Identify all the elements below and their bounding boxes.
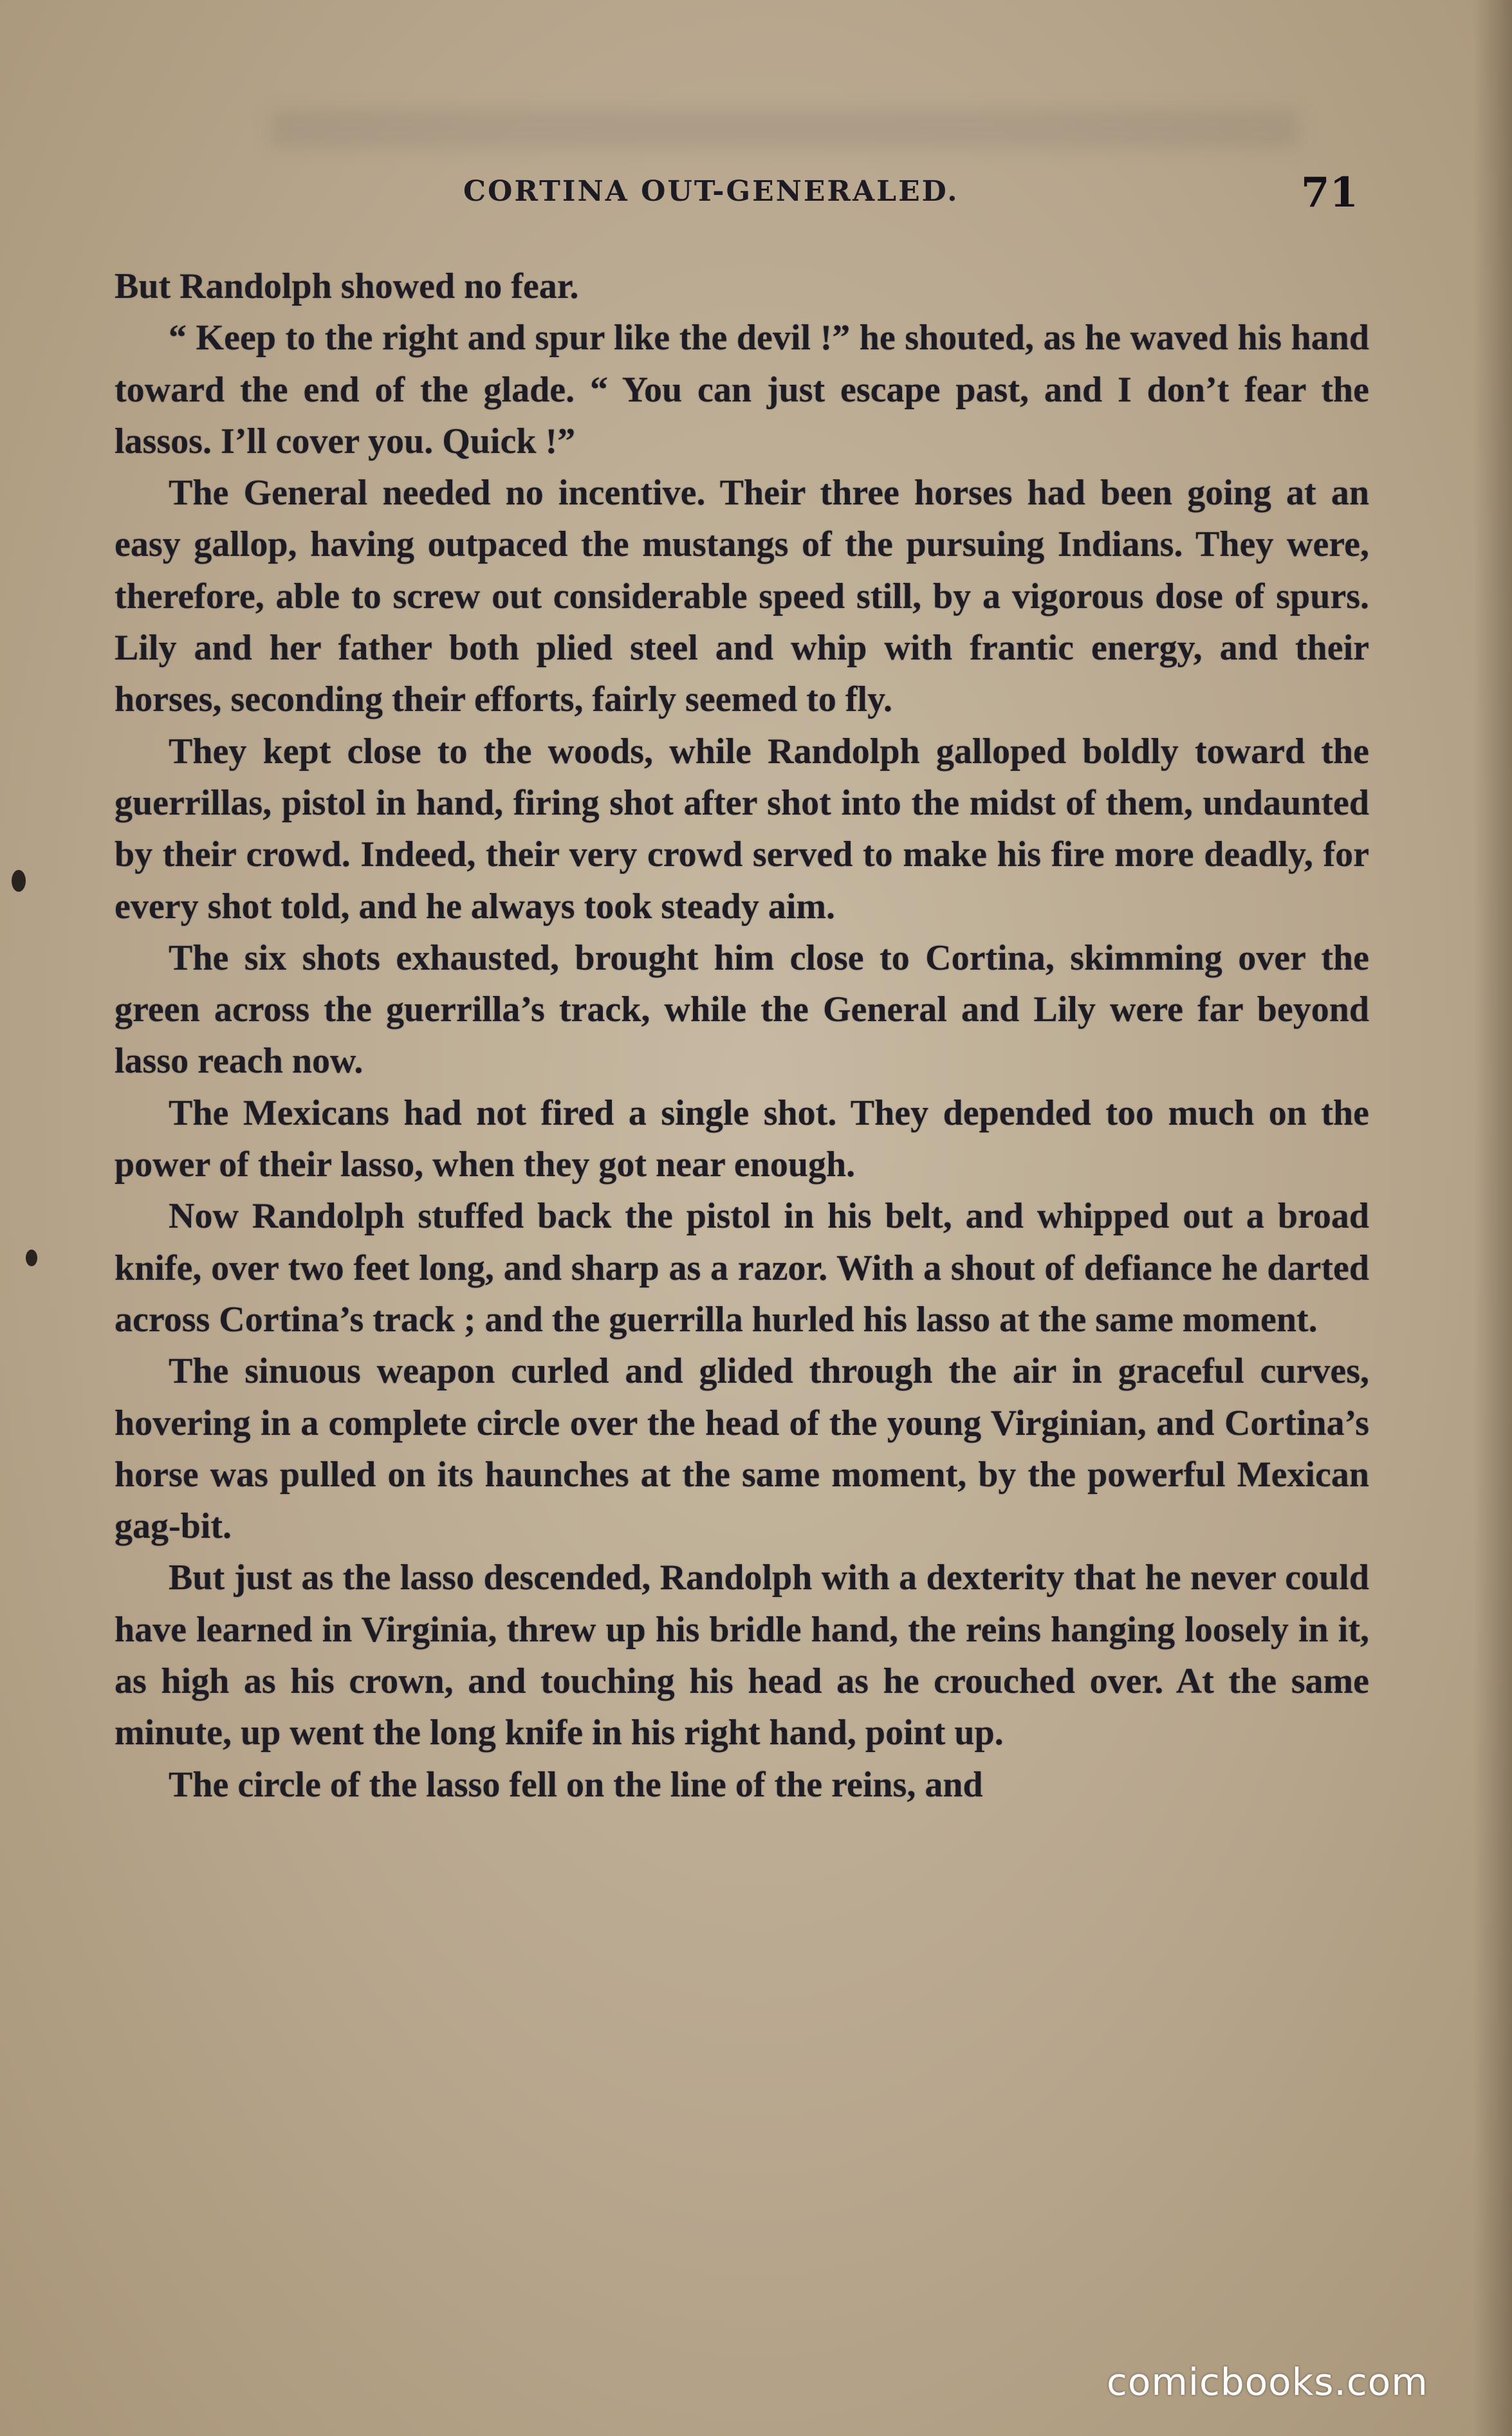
paragraph: The Mexicans had not fired a single shot. They depended too much on the power of their lasso, when they got near enough. xyxy=(115,1093,1369,1185)
show-through-bleed xyxy=(270,109,1300,148)
running-head: CORTINA OUT-GENERALED. xyxy=(463,175,959,208)
paragraph: But just as the lasso descended, Randolph with a dexterity that he never could have learned in Virginia, threw up his bridle hand, the reins hanging loosely in it, as high as his crown, and touching his head as he crouched over. At the same minute, up went the long knife in his right hand, point up. xyxy=(115,1558,1369,1753)
paragraph: “ Keep to the right and spur like the devil !” he shouted, as he waved his hand toward the end of the glade. “ You can just escape past, and I don’t fear the lassos. I’ll cover you. Quick !” xyxy=(115,318,1369,461)
binding-hole xyxy=(26,1250,37,1266)
page-header xyxy=(0,169,1512,217)
paragraph: The circle of the lasso fell on the line of the reins, and xyxy=(169,1764,983,1805)
binding-hole xyxy=(12,870,26,892)
paragraph: Now Randolph stuffed back the pistol in his belt, and whipped out a broad knife, over two feet long, and sharp as a razor. With a shout of defiance he darted across Cortina’s track ; and the guerrilla hurled his lasso at the same moment. xyxy=(115,1196,1369,1340)
page-number: 71 xyxy=(1301,169,1359,217)
page-edge-shadow xyxy=(1473,0,1512,2436)
paragraph: They kept close to the woods, while Randolph galloped boldly toward the guerrillas, pistol in hand, firing shot after shot into the midst of them, undaunted by their crowd. Indeed, their very crowd served to make his fire more deadly, for every shot told, and he always took steady aim. xyxy=(115,731,1369,927)
paragraph: But Randolph showed no fear. xyxy=(115,266,579,306)
paragraph: The General needed no incentive. Their three horses had been going at an easy gallop, having outpaced the mustangs of the pursuing Indians. They were, therefore, able to screw out considerable speed still, by a vigorous dose of spurs. Lily and her father both plied steel and whip with frantic energy, and their horses, seconding their efforts, fairly seemed to fly. xyxy=(115,473,1369,720)
body-text xyxy=(115,261,1369,1811)
paragraph: The sinuous weapon curled and glided through the air in graceful curves, hovering in a complete circle over the head of the young Virginian, and Cortina’s horse was pulled on its haunches at the same moment, by the powerful Mexican gag-bit. xyxy=(115,1351,1369,1547)
paragraph: The six shots exhausted, brought him close to Cortina, skimming over the green across the guerrilla’s track, while the General and Lily were far beyond lasso reach now. xyxy=(115,937,1369,1082)
watermark: comicbooks.com xyxy=(1107,2360,1428,2404)
